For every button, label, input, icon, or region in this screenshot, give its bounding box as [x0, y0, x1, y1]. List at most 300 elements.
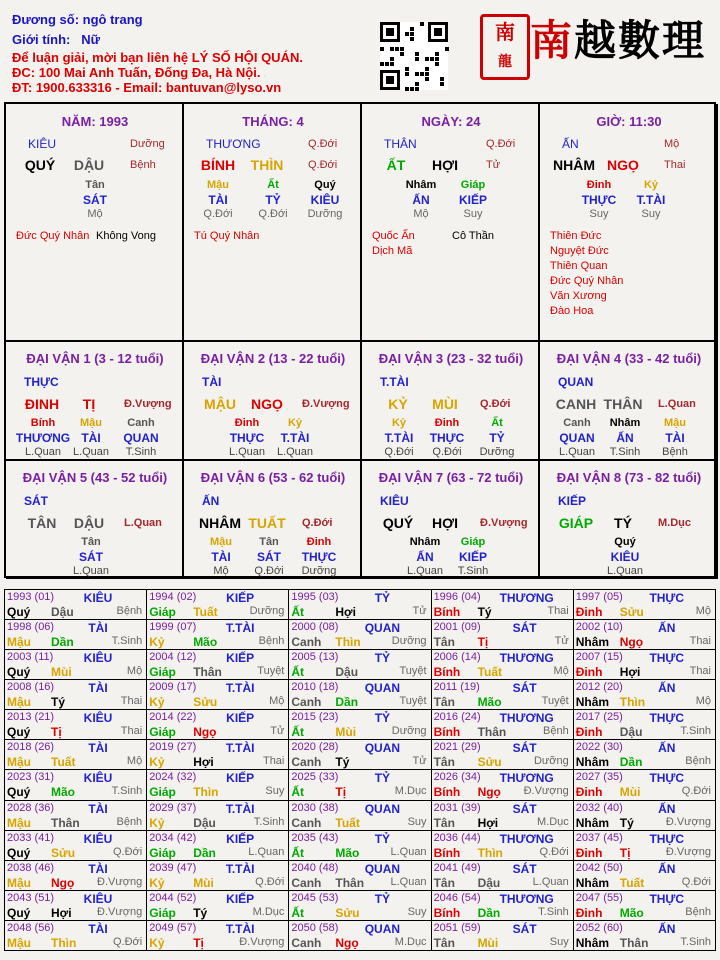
brand-logo: 南越數理: [530, 16, 707, 65]
year-stage: M.Dục: [394, 785, 427, 798]
year-cell: [289, 650, 431, 680]
year-ten-god: T.TÀI: [225, 681, 255, 696]
year-stage: Mộ: [269, 695, 285, 708]
dai-van-ten-god: SÁT: [24, 494, 48, 508]
year-stage: Suy: [407, 905, 427, 918]
year-stage: Bệnh: [685, 755, 711, 768]
seal-stamp: 南 龍: [480, 14, 530, 80]
year-ten-god: TÀI: [88, 621, 108, 636]
year-ten-god: KIÊU: [83, 771, 113, 786]
hidden-ten-god: TÀI: [665, 431, 685, 445]
year-stage: Q.Đới: [681, 875, 711, 888]
year-ten-god: QUAN: [364, 681, 401, 696]
year-ten-god: SÁT: [512, 621, 537, 636]
dai-van-can: GIÁP: [558, 515, 594, 531]
year-cell: [289, 800, 431, 830]
year-stage: T.Sinh: [253, 815, 285, 828]
pillar-2: [184, 104, 362, 342]
year-ten-god: TỶ: [374, 831, 391, 846]
year-stage: Bệnh: [258, 635, 285, 648]
year-can: Giáp: [149, 665, 176, 680]
dai-van-can: ĐINH: [24, 396, 60, 412]
pillar-top-stage: Mộ: [664, 138, 680, 150]
year-ten-god: QUAN: [364, 621, 401, 636]
year-ten-god: SÁT: [512, 801, 537, 816]
year-can: Tân: [433, 815, 455, 830]
hidden-stem: Canh: [563, 417, 591, 429]
year-stage: Dưỡng: [533, 755, 569, 768]
hidden-ten-god: QUAN: [559, 431, 595, 445]
hidden-stage: Q.Đới: [254, 565, 284, 577]
year-chi: Sửu: [619, 605, 644, 619]
hidden-stem: Kỷ: [391, 417, 407, 429]
year-ten-god: TÀI: [88, 681, 108, 696]
year-cell: [573, 770, 715, 800]
pillar-4: [540, 104, 718, 342]
year-stage: Đ.Vượng: [523, 785, 569, 798]
hidden-ten-god: THỰC: [301, 550, 337, 564]
year-cell: [147, 770, 289, 800]
year-stage: Đ.Vượng: [665, 815, 711, 828]
year-label: 2035 (43): [291, 831, 339, 844]
hidden-stage: T.Sinh: [125, 446, 157, 458]
hidden-ten-god: T.TÀI: [280, 431, 310, 445]
pillar-ten-god: THƯƠNG: [206, 137, 261, 151]
year-label: 2013 (21): [7, 711, 55, 724]
year-cell: [147, 920, 289, 950]
hidden-ten-god: ẤN: [412, 193, 430, 207]
star-label: Văn Xương: [550, 290, 607, 302]
year-ten-god: TỶ: [374, 651, 391, 666]
hidden-ten-god: THỰC: [429, 431, 465, 445]
pillar-chi: DẬU: [73, 157, 105, 173]
hidden-stage: Dưỡng: [301, 565, 337, 577]
year-stage: Bệnh: [116, 815, 143, 828]
year-can: Giáp: [149, 905, 176, 920]
year-ten-god: THƯƠNG: [499, 591, 554, 605]
year-cell: [5, 800, 147, 830]
pillar-chi: NGỌ: [607, 157, 639, 173]
year-ten-god: THỰC: [649, 771, 685, 786]
year-chi: Thìn: [193, 785, 219, 800]
year-can: Kỷ: [149, 935, 165, 950]
year-stage: Mộ: [553, 665, 569, 678]
year-ten-god: QUAN: [364, 861, 401, 876]
year-chi: Ngọ: [51, 875, 75, 890]
year-stage: Mộ: [126, 665, 143, 678]
year-cell: [5, 680, 147, 710]
year-can: Mậu: [7, 755, 31, 770]
year-can: Nhâm: [575, 755, 610, 770]
year-cell: [289, 740, 431, 770]
dai-van-1: [6, 342, 184, 461]
year-ten-god: KIÊU: [83, 831, 113, 846]
hidden-stem: Tân: [259, 536, 279, 548]
year-stage: T.Sinh: [538, 905, 569, 918]
year-ten-god: TÀI: [88, 741, 108, 756]
year-ten-god: TỶ: [374, 891, 391, 906]
year-cell: [431, 620, 573, 650]
hidden-ten-god: TÀI: [211, 550, 231, 564]
year-stage: Đ.Vượng: [97, 875, 143, 888]
hidden-stem: Quý: [314, 179, 336, 191]
year-label: 2027 (35): [575, 771, 623, 784]
pillar-top-stage: Q.Đới: [486, 138, 516, 150]
year-label: 2038 (46): [7, 861, 55, 874]
dai-van-chi: NGỌ: [251, 396, 283, 412]
year-chi: Tý: [477, 605, 492, 619]
year-ten-god: KIÊU: [83, 711, 113, 726]
dai-van-2: [184, 342, 362, 461]
dai-van-chi: MÙI: [432, 396, 458, 412]
year-can: Ất: [291, 785, 305, 800]
year-chi: Hợi: [335, 605, 356, 619]
hidden-stem: Giáp: [460, 536, 486, 548]
owner-line: Đương số: ngô trang: [12, 12, 143, 27]
year-cell: [573, 740, 715, 770]
pillar-chi-stage: Tử: [486, 159, 501, 171]
year-chi: Dần: [335, 695, 359, 710]
year-label: 2023 (31): [7, 771, 55, 784]
year-ten-god: T.TÀI: [225, 921, 255, 936]
year-label: 2049 (57): [149, 921, 197, 934]
year-ten-god: SÁT: [512, 681, 537, 696]
year-chi: Mão: [477, 695, 502, 710]
year-stage: Bệnh: [116, 605, 143, 617]
year-cell: [431, 770, 573, 800]
pillar-ten-god: KIÊU: [28, 137, 57, 151]
year-can: Canh: [291, 875, 322, 890]
year-cell: [147, 830, 289, 860]
hidden-ten-god: QUAN: [123, 431, 159, 445]
hidden-stem: Đinh: [586, 179, 612, 191]
hidden-stem: Ất: [267, 179, 279, 191]
year-can: Quý: [7, 665, 31, 680]
year-stage: Suy: [407, 815, 427, 828]
year-cell: [573, 650, 715, 680]
pillar-top-stage: Dưỡng: [130, 138, 165, 150]
year-ten-god: KIÊU: [83, 651, 113, 666]
year-ten-god: TỶ: [374, 591, 391, 605]
year-ten-god: THỰC: [649, 711, 685, 726]
year-stage: M.Dục: [394, 935, 427, 948]
year-stage: Đ.Vượng: [97, 905, 143, 918]
hidden-ten-god: TỶ: [265, 193, 281, 207]
year-label: 1997 (05): [575, 591, 623, 603]
year-chi: Tuất: [193, 605, 218, 619]
hidden-stage: Q.Đới: [384, 446, 414, 458]
dai-van-can: QUÝ: [382, 515, 414, 531]
hidden-stem: Nhâm: [609, 417, 641, 429]
gender-line: Giới tính: Nữ: [12, 32, 100, 47]
dai-van-can: CANH: [555, 396, 597, 412]
year-cell: [573, 590, 715, 620]
hidden-ten-god: TÀI: [208, 193, 228, 207]
hidden-stem: Mậu: [80, 417, 102, 429]
year-cell: [431, 860, 573, 890]
dai-van-ten-god: KIẾP: [558, 494, 587, 508]
year-can: Tân: [433, 635, 455, 650]
year-chi: Hợi: [51, 905, 72, 920]
year-cell: [573, 830, 715, 860]
year-cell: [147, 890, 289, 920]
year-ten-god: TỶ: [374, 711, 391, 726]
year-label: 2010 (18): [291, 681, 339, 694]
year-label: 2019 (27): [149, 741, 197, 754]
year-stage: Thai: [689, 665, 711, 678]
year-cell: [5, 710, 147, 740]
year-chi: Dậu: [619, 725, 643, 740]
year-chi: Tị: [619, 845, 631, 860]
hidden-stem: Đinh: [306, 536, 332, 548]
dai-van-title: ĐẠI VẬN 1 (3 - 12 tuổi): [26, 351, 164, 366]
year-chi: Sửu: [51, 845, 76, 860]
pillar-1: [6, 104, 184, 342]
year-ten-god: THƯƠNG: [499, 831, 554, 846]
year-stage: Tuyệt: [541, 695, 569, 708]
year-can: Canh: [291, 635, 322, 650]
dai-van-chi: HỢI: [432, 515, 458, 531]
hidden-stage: Suy: [463, 208, 483, 220]
year-chi: Dần: [619, 755, 643, 770]
pillar-ten-god: ẤN: [562, 137, 579, 151]
year-chi: Sửu: [477, 755, 502, 770]
year-can: Tân: [433, 935, 455, 950]
year-ten-god: KIẾP: [226, 831, 255, 846]
hidden-ten-god: ẤN: [616, 431, 634, 445]
hidden-ten-god: SÁT: [257, 550, 281, 564]
dai-van-stage: Q.Đới: [302, 517, 333, 529]
year-cell: [289, 920, 431, 950]
annual-table: [4, 589, 716, 951]
year-label: 1993 (01): [7, 591, 55, 603]
year-can: Ất: [291, 845, 305, 860]
year-ten-god: T.TÀI: [225, 621, 255, 636]
hidden-stage: Suy: [641, 208, 661, 220]
year-ten-god: KIẾP: [226, 711, 255, 726]
year-cell: [573, 890, 715, 920]
dai-van-ten-god: QUAN: [558, 375, 594, 389]
hidden-stage: T.Sinh: [457, 565, 489, 577]
year-chi: Mão: [619, 905, 644, 920]
pillar-ten-god: THÂN: [384, 137, 417, 151]
year-cell: [573, 920, 715, 950]
hidden-stage: T.Sinh: [609, 446, 641, 458]
dai-van-ten-god: ẤN: [202, 494, 220, 508]
year-chi: Hợi: [619, 665, 641, 680]
year-ten-god: THỰC: [649, 651, 685, 666]
year-stage: Suy: [549, 935, 569, 948]
year-ten-god: TÀI: [88, 921, 108, 936]
year-chi: Thìn: [51, 935, 77, 950]
year-can: Mậu: [7, 875, 31, 890]
year-ten-god: TÀI: [88, 801, 108, 816]
year-label: 2046 (54): [433, 891, 481, 904]
year-cell: [431, 740, 573, 770]
year-label: 2036 (44): [433, 831, 481, 844]
year-can: Đinh: [575, 785, 603, 800]
year-stage: Mộ: [695, 695, 711, 708]
dai-van-ten-god: T.TÀI: [380, 375, 409, 389]
year-label: 1996 (04): [433, 591, 481, 603]
year-stage: M.Dục: [252, 905, 285, 918]
year-ten-god: THƯƠNG: [499, 891, 554, 906]
year-cell: [431, 710, 573, 740]
year-chi: Thân: [477, 725, 507, 740]
year-label: 1995 (03): [291, 591, 339, 603]
year-stage: T.Sinh: [680, 935, 711, 948]
hidden-stage: L.Quan: [24, 446, 62, 458]
table-row: [5, 890, 716, 920]
year-ten-god: KIẾP: [226, 651, 255, 666]
hidden-stage: Mộ: [413, 208, 429, 220]
year-stage: Tuyệt: [257, 665, 285, 678]
star-label: Đức Quý Nhân: [550, 275, 624, 287]
year-can: Quý: [7, 785, 31, 800]
hidden-ten-god: THỰC: [581, 193, 617, 207]
pillar-title: GIỜ: 11:30: [596, 114, 662, 129]
dai-van-title: ĐẠI VẬN 8 (73 - 82 tuổi): [556, 470, 702, 485]
year-chi: Ngọ: [193, 725, 217, 740]
year-stage: Q.Đới: [255, 875, 285, 888]
year-chi: Tuất: [335, 815, 360, 830]
year-chi: Thìn: [477, 845, 503, 860]
year-chi: Tý: [619, 815, 634, 830]
dai-van-7: [362, 461, 540, 579]
year-stage: Tuyệt: [399, 665, 427, 678]
pillar-can: ẤT: [386, 157, 406, 173]
year-cell: [289, 680, 431, 710]
year-stage: Tử: [412, 755, 427, 768]
year-can: Kỷ: [149, 815, 165, 830]
table-row: [5, 830, 716, 860]
year-ten-god: ẤN: [658, 861, 676, 876]
hidden-stem: Ất: [491, 417, 503, 429]
year-chi: Mùi: [193, 875, 214, 890]
year-cell: [147, 740, 289, 770]
year-cell: [573, 680, 715, 710]
hidden-stem: Đinh: [434, 417, 460, 429]
year-can: Bính: [433, 905, 461, 920]
year-can: Ất: [291, 665, 305, 680]
phone-email-line: ĐT: 1900.633316 - Email: bantuvan@lyso.vn: [12, 80, 282, 95]
year-can: Mậu: [7, 695, 31, 710]
year-stage: Thai: [689, 635, 711, 648]
year-chi: Dậu: [51, 605, 74, 619]
year-cell: [431, 650, 573, 680]
pillar-chi-stage: Q.Đới: [308, 159, 338, 171]
dai-van-stage: Đ.Vượng: [302, 398, 350, 410]
year-can: Canh: [291, 695, 322, 710]
year-ten-god: QUAN: [364, 741, 401, 756]
dai-van-title: ĐẠI VẬN 2 (13 - 22 tuổi): [200, 351, 346, 366]
year-can: Kỷ: [149, 635, 165, 650]
year-label: 2002 (10): [575, 621, 623, 634]
dai-van-chi: TUẤT: [248, 515, 286, 531]
year-ten-god: KIẾP: [226, 771, 255, 786]
dai-van-ten-god: THỰC: [24, 375, 59, 389]
table-row: [5, 620, 716, 650]
pillar-chi: HỢI: [432, 157, 458, 173]
year-ten-god: KIÊU: [83, 891, 113, 906]
year-can: Tân: [433, 875, 455, 890]
hidden-stem: Giáp: [460, 179, 486, 191]
hidden-ten-god: KIẾP: [458, 193, 488, 207]
year-label: 2031 (39): [433, 801, 481, 814]
year-chi: Dậu: [335, 665, 359, 680]
year-stage: T.Sinh: [111, 785, 143, 798]
year-chi: Thìn: [335, 635, 361, 650]
year-can: Giáp: [149, 725, 176, 740]
pillar-chi-stage: Bệnh: [130, 159, 156, 171]
year-chi: Dậu: [477, 875, 501, 890]
year-cell: [147, 590, 289, 620]
hidden-stage: L.Quan: [72, 446, 110, 458]
star-label: Không Vong: [96, 230, 156, 242]
hidden-ten-god: SÁT: [83, 193, 107, 207]
year-stage: L.Quan: [248, 845, 285, 858]
dai-van-6: [184, 461, 362, 579]
hidden-ten-god: KIÊU: [610, 550, 640, 564]
dai-van-8: [540, 461, 718, 579]
dai-van-can: MẬU: [204, 396, 236, 412]
qr-code-icon: [380, 22, 448, 90]
year-chi: Dần: [51, 635, 74, 650]
dai-van-chi: TỊ: [82, 396, 96, 412]
hidden-stem: Nhâm: [409, 536, 441, 548]
year-label: 2044 (52): [149, 891, 197, 904]
year-ten-god: KIẾP: [226, 891, 255, 906]
dai-van-can: NHÂM: [199, 515, 241, 531]
year-stage: Bệnh: [685, 905, 711, 918]
hidden-stage: L.Quan: [558, 446, 596, 458]
hidden-ten-god: SÁT: [79, 550, 103, 564]
year-label: 2050 (58): [291, 921, 339, 934]
address-line: ĐC: 100 Mai Anh Tuấn, Đống Đa, Hà Nội.: [12, 65, 261, 80]
dai-van-3: [362, 342, 540, 461]
star-label: Dịch Mã: [372, 245, 413, 257]
hidden-stem: Kỷ: [287, 417, 303, 429]
year-label: 2017 (25): [575, 711, 623, 724]
year-cell: [5, 860, 147, 890]
year-chi: Tý: [335, 755, 350, 770]
hidden-stem: Mậu: [210, 536, 232, 548]
year-label: 1999 (07): [149, 621, 197, 634]
pillar-can: NHÂM: [553, 157, 595, 173]
year-chi: Thân: [335, 875, 365, 890]
hidden-ten-god: T.TÀI: [384, 431, 414, 445]
year-can: Ất: [291, 905, 305, 920]
year-ten-god: SÁT: [512, 741, 537, 756]
year-stage: L.Quan: [390, 875, 427, 888]
year-can: Ất: [291, 725, 305, 740]
year-chi: Hợi: [477, 815, 499, 830]
year-chi: Sửu: [335, 905, 360, 920]
table-row: [5, 770, 716, 800]
year-ten-god: TÀI: [88, 861, 108, 876]
dai-van-can: TÂN: [27, 515, 57, 531]
table-row: [5, 740, 716, 770]
dai-van-title: ĐẠI VẬN 5 (43 - 52 tuổi): [22, 470, 168, 485]
year-label: 2005 (13): [291, 651, 339, 664]
year-chi: Hợi: [193, 755, 214, 770]
year-label: 2020 (28): [291, 741, 339, 754]
dai-van-stage: Đ.Vượng: [124, 398, 172, 410]
pillar-can: BÍNH: [200, 157, 236, 173]
year-ten-god: QUAN: [364, 921, 401, 936]
year-cell: [5, 920, 147, 950]
year-chi: Mùi: [51, 665, 72, 680]
